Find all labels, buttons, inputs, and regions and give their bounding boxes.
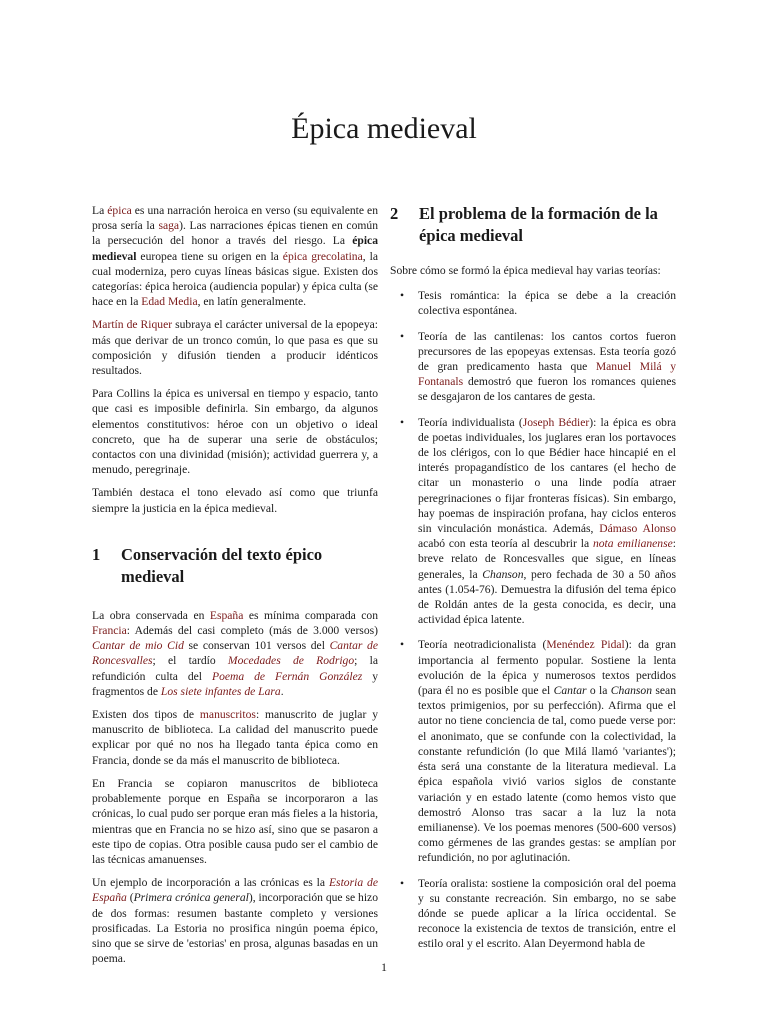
intro-paragraph-4: También destaca el tono elevado así como que triunfa siempre la justicia en la épica medieval. <box>92 486 378 515</box>
link-cantar-de-roncesvalles[interactable]: Cantar de Roncesvalles <box>92 639 379 668</box>
text-run: : Además del casi completo (más de 3.000 versos) <box>126 624 378 638</box>
bullet-icon: • <box>400 329 405 343</box>
text-run: o la <box>586 684 611 698</box>
intro-paragraph-2 <box>92 317 378 378</box>
section-title: El problema de la formación de la épica medieval <box>419 204 658 245</box>
link-epica-grecolatina[interactable]: épica grecolatina <box>282 249 363 263</box>
text-run: sean textos primigenios, por su perfección). Afirma que el autor no tiene conciencia de tal, como puede verse por: el anonimato, que se confunde con la colectividad, la constante refundición (lo que Milá llamó 'variantes'); ésta será una constante de la literatura medieval. La épica española vivió varios siglos de constante variación y en estado latente (como hemos visto que demostró Alonso tras sacar a la luz la nota emilianense). Ve los poemas menores (500-600 versos) como gérmenes de las grandes gestas: se amplían por refundición, no por aglutinación. <box>418 684 677 865</box>
list-item <box>390 288 676 318</box>
page-title: Épica medieval <box>291 112 477 145</box>
text-run: ( <box>126 891 134 905</box>
link-joseph-bedier[interactable]: Joseph Bédier <box>522 415 590 429</box>
bold-term: épica medieval <box>92 234 378 263</box>
section-2-heading <box>390 203 676 247</box>
text-run: ): da gran importancia al fermento popular. Sostiene la lenta evolución de la épica y numerosos textos perdidos (para él no es posible que el <box>418 638 676 698</box>
section-1-paragraph-4 <box>92 875 378 966</box>
link-estoria-de-espana[interactable]: Estoria de España <box>92 876 378 905</box>
text-run: demostró que fueron los romances quienes se desgajaron de los cantares de gesta. <box>418 375 676 404</box>
link-edad-media[interactable]: Edad Media <box>141 295 198 309</box>
italic-term: Chanson <box>610 684 653 698</box>
section-1-paragraph-3: En Francia se copiaron manuscritos de biblioteca probablemente porque en España se incorporaron a las crónicas, lo cual pudo ser porque eran más fieles a la historia, mientras que en Francia no se hizo así, sino que se pasaron a este tipo de copias. Otra posible causa pudo ser el cambio de las técnicas amanuenses. <box>92 776 378 866</box>
intro-paragraph-3: Para Collins la épica es universal en tiempo y espacio, tanto que casi es imposible definirla. Sin embargo, da algunos elementos constitutivos: héroe con un objetivo o ideal concreto, que ha de superar una serie de obstáculos; contactos con una divinidad (misión); actividad guerrera y, a menudo, peregrinaje. <box>92 387 378 477</box>
intro-paragraph-1 <box>92 203 378 309</box>
section-2-lead: Sobre cómo se formó la épica medieval hay varias teorías: <box>390 264 661 277</box>
link-cantar-de-mio-cid[interactable]: Cantar de mio Cid <box>92 639 184 653</box>
text-run: ), incorporación que se hizo de dos formas: resumen bastante completo y versiones prosificadas. La Estoria no prosifica ningún poema épico, sino que se sirve de 'estorias' en prosa, algunas basadas en un poema. <box>92 891 378 966</box>
list-item <box>390 637 676 865</box>
text-run: Teoría oralista: sostiene la composición oral del poema y su constante recreación. Sin embargo, no se sabe dónde se puede aplicar a la lírica occidental. Se reconoce la existencia de textos de transición, entre el estilo oral y el escrito. Alan Deyermond habla de <box>418 876 676 951</box>
text-run: europea tiene su origen en la <box>136 249 283 263</box>
text-run: Teoría de las cantilenas: los cantos cortos fueron precursores de las epopeyas extensas. Esta teoría gozó de gran predicamento hasta que <box>418 329 676 374</box>
text-run: ): la épica es obra de poetas individuales, los juglares eran los portavoces de los clérigos, con lo que Bédier hace hincapié en el interés propagandístico de los cantares (el hecho de citar un monasterio o una linde podía atraer peregrinaciones o fijar fronteras físicas). Sin embargo, hay poemas de inspiración profana, hay ciclos enteros sin vinculación monástica. Además, <box>418 415 676 536</box>
text-run: se conservan 101 versos del <box>183 639 330 653</box>
text-run: es mínima comparada con <box>243 608 379 622</box>
link-mocedades-de-rodrigo[interactable]: Mocedades de Rodrigo <box>227 654 355 668</box>
text-run: ). Las narraciones épicas tienen en común la persecución del honor a través del riesgo. La <box>92 219 378 248</box>
section-1-paragraph-1 <box>92 608 378 699</box>
right-column <box>390 203 676 962</box>
link-martin-de-riquer[interactable]: Martín de Riquer <box>92 318 173 332</box>
section-number: 2 <box>390 204 399 223</box>
bullet-icon: • <box>400 638 405 652</box>
text-run: La <box>92 204 108 217</box>
link-saga[interactable]: saga <box>158 219 180 233</box>
text-run: es una narración heroica en verso (su equivalente en prosa sería la <box>92 204 378 233</box>
bullet-icon: • <box>400 415 405 429</box>
section-1-heading <box>92 544 378 588</box>
italic-term: Chanson <box>482 567 524 581</box>
text-run: La obra conservada en <box>92 608 210 622</box>
text-run: ; la refundición culta del <box>92 654 378 683</box>
italic-term: Primera crónica general <box>133 891 249 905</box>
italic-term: Cantar <box>553 684 587 698</box>
link-francia[interactable]: Francia <box>92 624 127 638</box>
bullet-icon: • <box>400 289 405 303</box>
text-run: Teoría individualista ( <box>418 415 523 429</box>
text-run: subraya el carácter universal de la epopeya: más que derivar de un tronco común, lo que pasa es que su composición y difusión tienden a producir idénticos resultados. <box>92 318 378 378</box>
text-run: Tesis romántica: la épica se debe a la creación colectiva espontánea. <box>418 289 676 318</box>
link-los-siete-infantes-de-lara[interactable]: Los siete infantes de Lara <box>160 684 281 698</box>
link-epica[interactable]: épica <box>107 204 132 217</box>
link-manuel-mila-y-fontanals[interactable]: Manuel Milá y Fontanals <box>418 360 676 389</box>
bullet-icon: • <box>400 876 405 890</box>
link-menendez-pidal[interactable]: Menéndez Pidal <box>546 638 625 652</box>
left-column <box>92 203 378 974</box>
text-run: ; el tardío <box>152 654 228 668</box>
link-damaso-alonso[interactable]: Dámaso Alonso <box>599 522 676 536</box>
text-run: : breve relato de Roncesvalles que sigue, en líneas generales, la <box>418 537 676 581</box>
text-run: Teoría neotradicionalista ( <box>418 638 547 652</box>
text-run: . <box>280 684 284 698</box>
link-manuscritos[interactable]: manuscritos <box>199 708 256 722</box>
link-poema-de-fernan-gonzalez[interactable]: Poema de Fernán González <box>211 669 363 683</box>
section-title: Conservación del texto épico medieval <box>121 544 323 586</box>
list-item <box>390 876 676 952</box>
text-run: : manuscrito de juglar y manuscrito de biblioteca. La calidad del manuscrito puede explicar por qué no nos ha llegado tanta épica como en Francia, donde se da más el manuscrito de biblioteca. <box>92 708 378 767</box>
text-run: , la cual moderniza, pero cuyas líneas básicas sigue. Existen dos categorías: épica heroica (audiencia popular) y épica culta (se hace en la <box>92 249 379 309</box>
list-item <box>390 415 676 628</box>
list-item <box>390 329 676 405</box>
section-number: 1 <box>92 544 101 564</box>
link-nota-emilianense[interactable]: nota emilianense <box>592 537 673 551</box>
theories-list <box>390 288 676 951</box>
text-run: Un ejemplo de incorporación a las crónicas es la <box>92 876 329 890</box>
text-run: , en latín generalmente. <box>197 295 307 309</box>
link-espana[interactable]: España <box>209 608 244 622</box>
text-run: acabó con esta teoría al descubrir la <box>418 537 593 551</box>
section-1-paragraph-2 <box>92 707 378 768</box>
text-run: , pero fechada de 30 a 50 años antes (1.054-76). Demuestra la difusión del tema épico de Roldán antes de la gesta conocida, es decir, una actividad épica latente. <box>418 567 676 627</box>
text-run: y fragmentos de <box>92 669 378 698</box>
text-run: Existen dos tipos de <box>92 708 200 722</box>
page-number: 1 <box>381 960 387 974</box>
